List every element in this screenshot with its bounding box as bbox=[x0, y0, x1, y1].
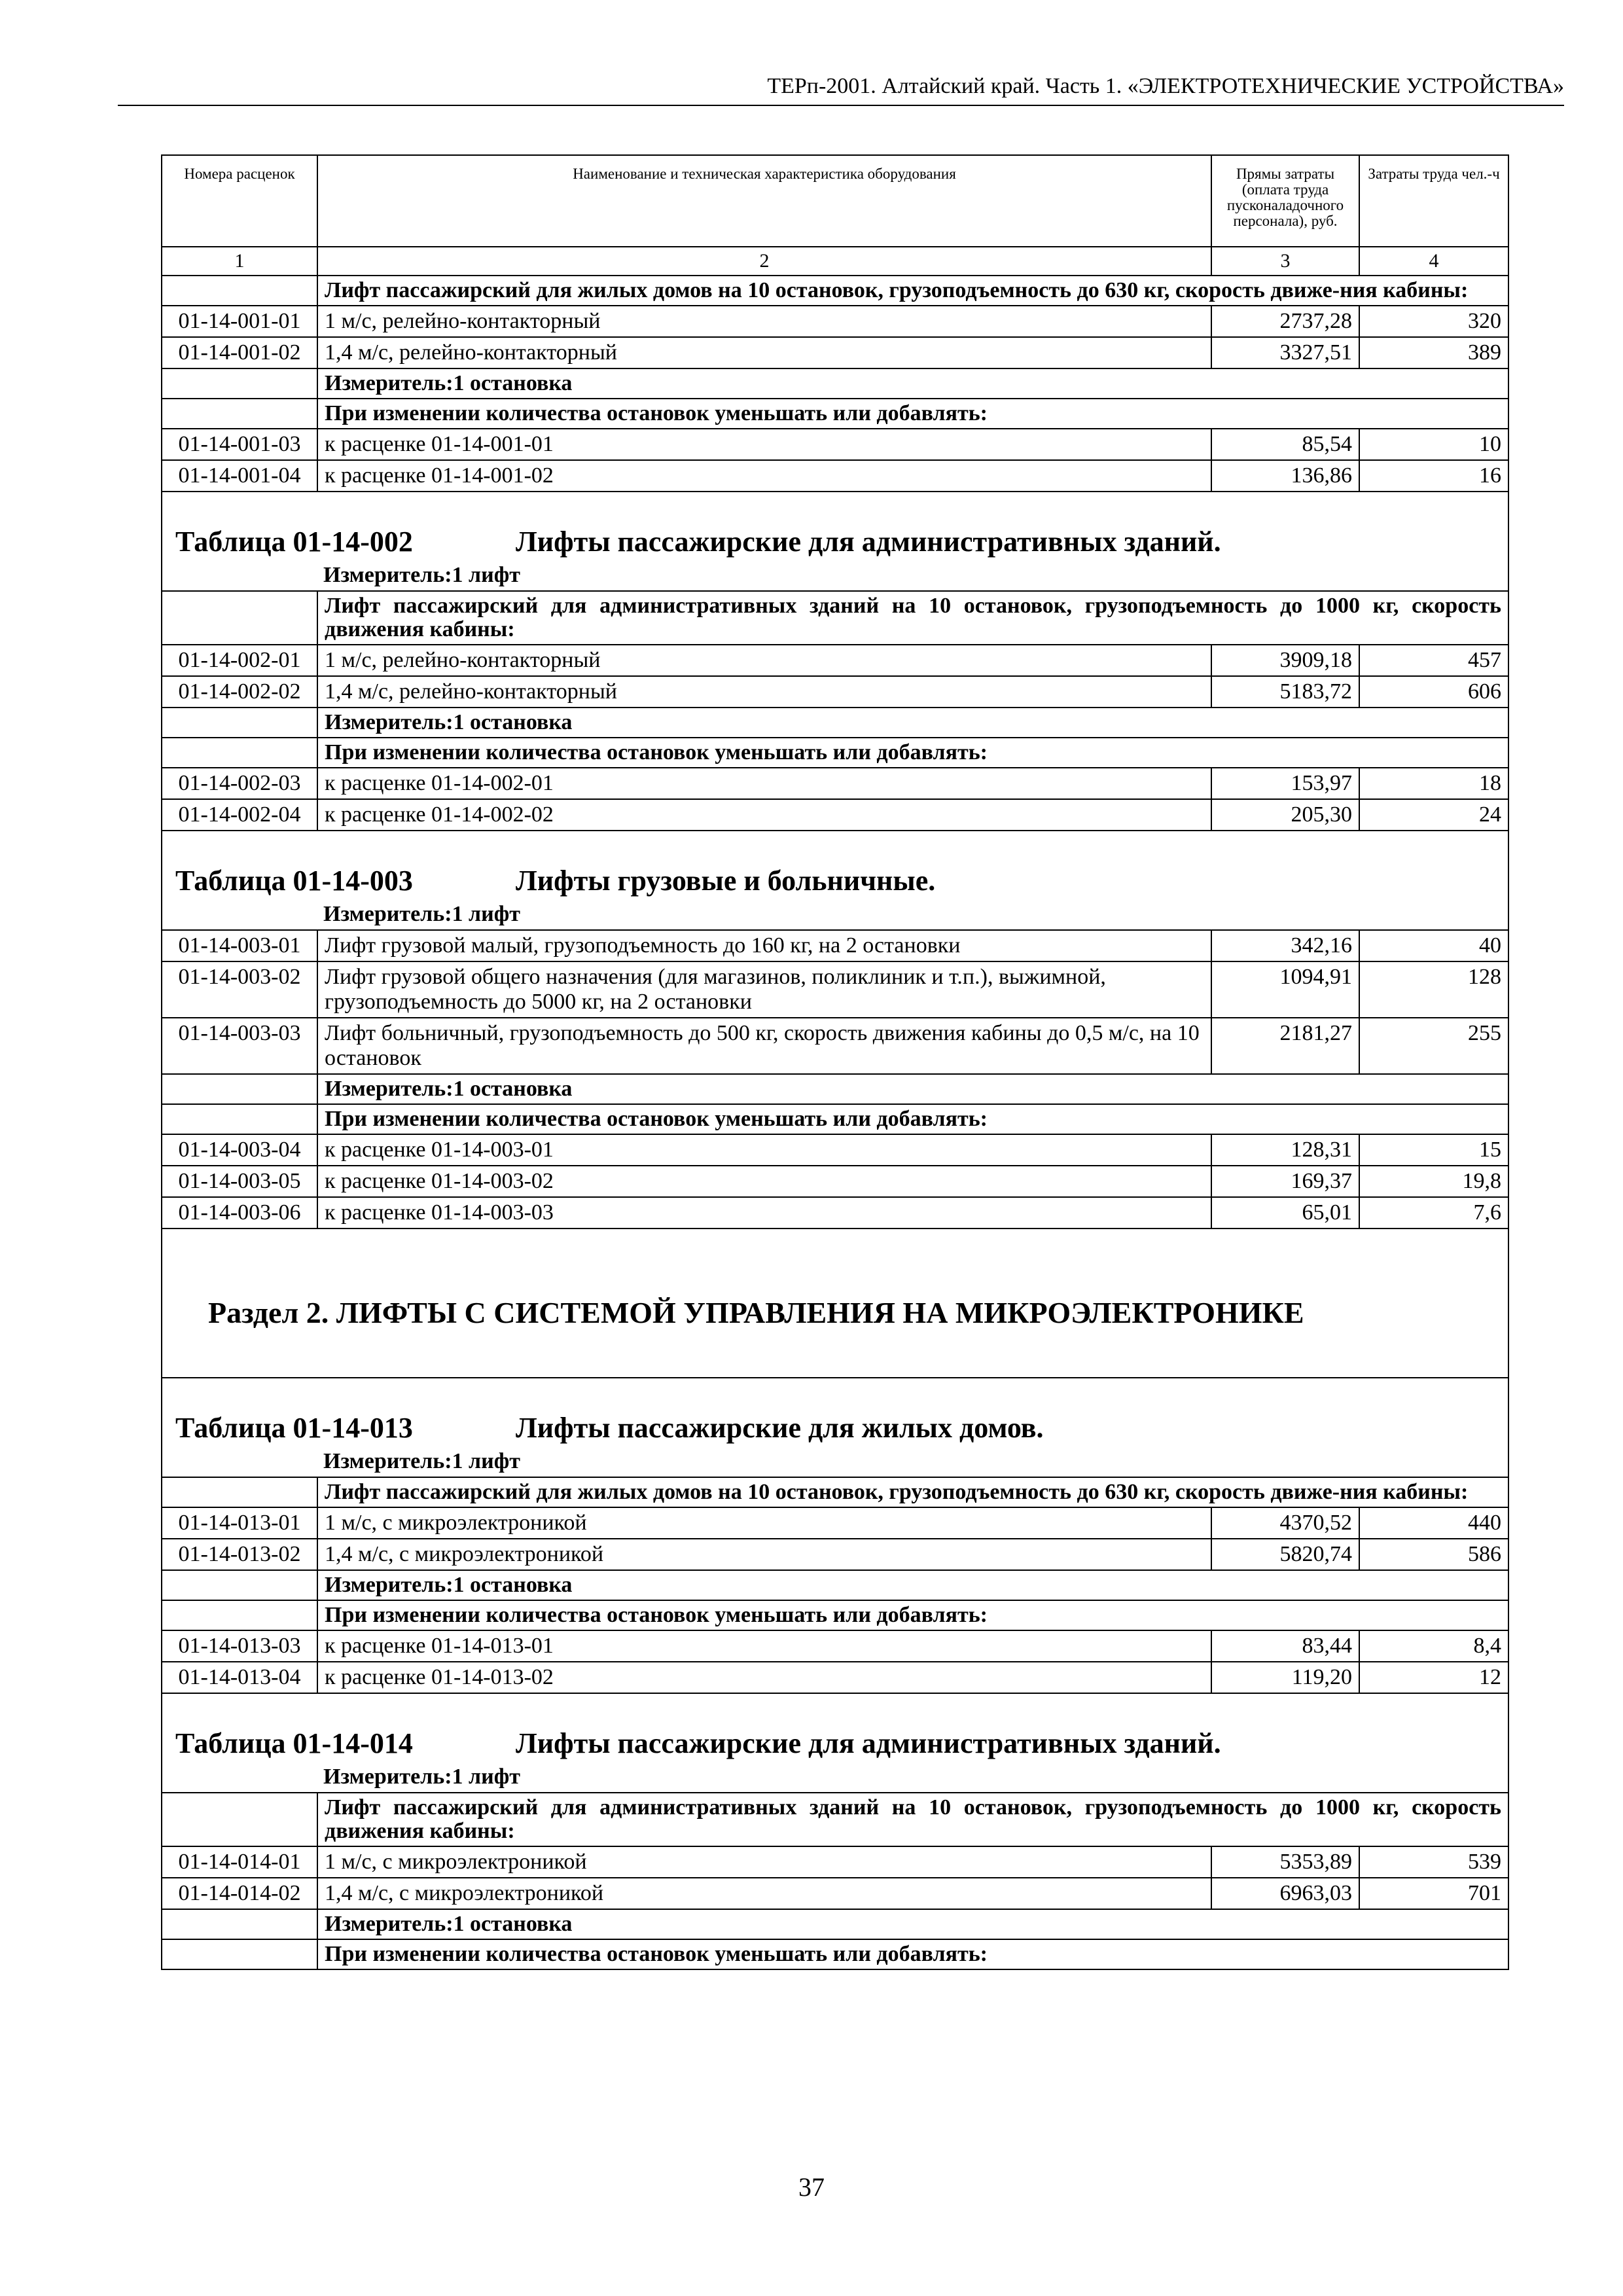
group-heading: Измеритель:1 остановка bbox=[317, 1570, 1508, 1600]
labor-cost: 586 bbox=[1359, 1539, 1508, 1570]
table-row bbox=[162, 1197, 1508, 1229]
empty-cell bbox=[162, 738, 317, 768]
table-number: Таблица 01-14-003 bbox=[175, 865, 413, 897]
group-heading: Измеритель:1 остановка bbox=[317, 708, 1508, 738]
group-heading: Измеритель:1 остановка bbox=[317, 368, 1508, 399]
direct-cost: 65,01 bbox=[1211, 1197, 1359, 1229]
rate-code: 01-14-013-04 bbox=[162, 1662, 317, 1693]
rate-code: 01-14-003-03 bbox=[162, 1018, 317, 1074]
rate-description: 1 м/с, релейно-контакторный bbox=[317, 645, 1211, 676]
labor-cost: 255 bbox=[1359, 1018, 1508, 1074]
unit-row bbox=[162, 902, 1508, 930]
empty-cell bbox=[162, 1909, 317, 1939]
section-title-row bbox=[162, 1229, 1508, 1338]
direct-cost: 342,16 bbox=[1211, 930, 1359, 961]
empty-cell bbox=[162, 1570, 317, 1600]
empty-cell bbox=[162, 399, 317, 429]
rate-description: 1,4 м/с, релейно-контакторный bbox=[317, 676, 1211, 708]
labor-cost: 8,4 bbox=[1359, 1630, 1508, 1662]
rate-description: 1 м/с, с микроэлектроникой bbox=[317, 1507, 1211, 1539]
empty-cell bbox=[162, 1793, 317, 1846]
labor-cost: 701 bbox=[1359, 1878, 1508, 1909]
direct-cost: 169,37 bbox=[1211, 1166, 1359, 1197]
direct-cost: 128,31 bbox=[1211, 1134, 1359, 1166]
table-row bbox=[162, 1539, 1508, 1570]
labor-cost: 606 bbox=[1359, 676, 1508, 708]
group-heading-row bbox=[162, 1939, 1508, 1969]
table-number: Таблица 01-14-002 bbox=[175, 526, 413, 558]
labor-cost: 18 bbox=[1359, 768, 1508, 799]
column-header-description: Наименование и техническая характеристика оборудования bbox=[317, 155, 1211, 247]
table-row bbox=[162, 429, 1508, 460]
table-row bbox=[162, 1018, 1508, 1074]
rate-description: к расценке 01-14-002-01 bbox=[317, 768, 1211, 799]
table-title-row bbox=[162, 492, 1508, 563]
labor-cost: 389 bbox=[1359, 337, 1508, 368]
labor-cost: 457 bbox=[1359, 645, 1508, 676]
rate-code: 01-14-002-01 bbox=[162, 645, 317, 676]
labor-cost: 12 bbox=[1359, 1662, 1508, 1693]
rate-code: 01-14-001-01 bbox=[162, 306, 317, 337]
rate-code: 01-14-014-01 bbox=[162, 1846, 317, 1878]
direct-cost: 85,54 bbox=[1211, 429, 1359, 460]
rate-code: 01-14-003-02 bbox=[162, 961, 317, 1018]
direct-cost: 3909,18 bbox=[1211, 645, 1359, 676]
table-name: Лифты пассажирские для жилых домов. bbox=[516, 1412, 1044, 1444]
rate-description: 1,4 м/с, с микроэлектроникой bbox=[317, 1878, 1211, 1909]
labor-cost: 440 bbox=[1359, 1507, 1508, 1539]
group-heading: При изменении количества остановок уменьшать или добавлять: bbox=[317, 1104, 1508, 1134]
table-row bbox=[162, 1846, 1508, 1878]
rate-description: 1,4 м/с, с микроэлектроникой bbox=[317, 1539, 1211, 1570]
unit-label: Измеритель:1 лифт bbox=[162, 1449, 1508, 1477]
unit-row bbox=[162, 1765, 1508, 1793]
empty-cell bbox=[162, 276, 317, 306]
table-body bbox=[162, 276, 1508, 1969]
labor-cost: 15 bbox=[1359, 1134, 1508, 1166]
column-number: 4 bbox=[1359, 247, 1508, 276]
table-title-row bbox=[162, 1693, 1508, 1765]
page-number: 37 bbox=[798, 2172, 825, 2202]
group-heading-row bbox=[162, 708, 1508, 738]
group-heading: Лифт пассажирский для административных зданий на 10 остановок, грузоподъемность до 1000 кг, скорость движения кабины: bbox=[317, 591, 1508, 645]
table-number: Таблица 01-14-013 bbox=[175, 1412, 413, 1444]
group-heading-row bbox=[162, 276, 1508, 306]
direct-cost: 136,86 bbox=[1211, 460, 1359, 492]
unit-label: Измеритель:1 лифт bbox=[162, 563, 1508, 591]
group-heading: Измеритель:1 остановка bbox=[317, 1909, 1508, 1939]
direct-cost: 3327,51 bbox=[1211, 337, 1359, 368]
empty-cell bbox=[162, 1104, 317, 1134]
table-row bbox=[162, 676, 1508, 708]
section-title: Раздел 2. ЛИФТЫ С СИСТЕМОЙ УПРАВЛЕНИЯ НА МИКРОЭЛЕКТРОНИКЕ bbox=[162, 1229, 1508, 1338]
rate-description: Лифт больничный, грузоподъемность до 500 кг, скорость движения кабины до 0,5 м/с, на 10 остановок bbox=[317, 1018, 1211, 1074]
direct-cost: 119,20 bbox=[1211, 1662, 1359, 1693]
rate-description: 1,4 м/с, релейно-контакторный bbox=[317, 337, 1211, 368]
rate-description: 1 м/с, с микроэлектроникой bbox=[317, 1846, 1211, 1878]
rate-code: 01-14-001-02 bbox=[162, 337, 317, 368]
spacer-cell bbox=[162, 1338, 1508, 1378]
direct-cost: 5820,74 bbox=[1211, 1539, 1359, 1570]
table-row bbox=[162, 1878, 1508, 1909]
table-row bbox=[162, 337, 1508, 368]
table-title bbox=[162, 1378, 1508, 1449]
unit-label: Измеритель:1 лифт bbox=[162, 902, 1508, 930]
table-row bbox=[162, 930, 1508, 961]
table-title-row bbox=[162, 831, 1508, 902]
rate-code: 01-14-003-05 bbox=[162, 1166, 317, 1197]
group-heading-row bbox=[162, 1570, 1508, 1600]
labor-cost: 40 bbox=[1359, 930, 1508, 961]
group-heading: Лифт пассажирский для административных зданий на 10 остановок, грузоподъемность до 1000 кг, скорость движения кабины: bbox=[317, 1793, 1508, 1846]
table-row bbox=[162, 1662, 1508, 1693]
labor-cost: 10 bbox=[1359, 429, 1508, 460]
rate-code: 01-14-003-06 bbox=[162, 1197, 317, 1229]
group-heading-row bbox=[162, 1074, 1508, 1104]
table-title-row bbox=[162, 1378, 1508, 1449]
table-name: Лифты пассажирские для административных зданий. bbox=[516, 526, 1221, 558]
table-row bbox=[162, 1134, 1508, 1166]
rate-code: 01-14-003-01 bbox=[162, 930, 317, 961]
rate-code: 01-14-013-02 bbox=[162, 1539, 317, 1570]
unit-row bbox=[162, 563, 1508, 591]
direct-cost: 2181,27 bbox=[1211, 1018, 1359, 1074]
empty-cell bbox=[162, 708, 317, 738]
table-name: Лифты грузовые и больничные. bbox=[516, 865, 936, 897]
group-heading: Лифт пассажирский для жилых домов на 10 остановок, грузоподъемность до 630 кг, скорость движе-ния кабины: bbox=[317, 1477, 1508, 1507]
group-heading-row bbox=[162, 1600, 1508, 1630]
direct-cost: 5183,72 bbox=[1211, 676, 1359, 708]
table-row bbox=[162, 306, 1508, 337]
direct-cost: 4370,52 bbox=[1211, 1507, 1359, 1539]
table-title bbox=[162, 1693, 1508, 1765]
group-heading-row bbox=[162, 1477, 1508, 1507]
rate-description: к расценке 01-14-013-02 bbox=[317, 1662, 1211, 1693]
rate-code: 01-14-013-03 bbox=[162, 1630, 317, 1662]
labor-cost: 16 bbox=[1359, 460, 1508, 492]
rate-description: к расценке 01-14-003-01 bbox=[317, 1134, 1211, 1166]
column-header-direct-costs: Прямы затраты (оплата труда пусконаладочного персонала), руб. bbox=[1211, 155, 1359, 247]
labor-cost: 7,6 bbox=[1359, 1197, 1508, 1229]
labor-cost: 128 bbox=[1359, 961, 1508, 1018]
group-heading: При изменении количества остановок уменьшать или добавлять: bbox=[317, 1939, 1508, 1969]
group-heading-row bbox=[162, 1793, 1508, 1846]
table-row bbox=[162, 768, 1508, 799]
table-title bbox=[162, 831, 1508, 902]
unit-row bbox=[162, 1449, 1508, 1477]
rate-code: 01-14-003-04 bbox=[162, 1134, 317, 1166]
group-heading: Измеритель:1 остановка bbox=[317, 1074, 1508, 1104]
column-number: 3 bbox=[1211, 247, 1359, 276]
rate-description: к расценке 01-14-003-03 bbox=[317, 1197, 1211, 1229]
rate-description: Лифт грузовой общего назначения (для магазинов, поликлиник и т.п.), выжимной, грузоподъемность до 5000 кг, на 2 остановки bbox=[317, 961, 1211, 1018]
group-heading: Лифт пассажирский для жилых домов на 10 остановок, грузоподъемность до 630 кг, скорость движе-ния кабины: bbox=[317, 276, 1508, 306]
rate-description: к расценке 01-14-001-02 bbox=[317, 460, 1211, 492]
table-row bbox=[162, 460, 1508, 492]
table-row bbox=[162, 1630, 1508, 1662]
rate-code: 01-14-001-04 bbox=[162, 460, 317, 492]
direct-cost: 6963,03 bbox=[1211, 1878, 1359, 1909]
direct-cost: 205,30 bbox=[1211, 799, 1359, 831]
labor-cost: 320 bbox=[1359, 306, 1508, 337]
rate-description: к расценке 01-14-002-02 bbox=[317, 799, 1211, 831]
section-spacer bbox=[162, 1338, 1508, 1378]
direct-cost: 5353,89 bbox=[1211, 1846, 1359, 1878]
rate-code: 01-14-002-02 bbox=[162, 676, 317, 708]
rate-code: 01-14-002-03 bbox=[162, 768, 317, 799]
direct-cost: 1094,91 bbox=[1211, 961, 1359, 1018]
table-number: Таблица 01-14-014 bbox=[175, 1727, 413, 1759]
labor-cost: 24 bbox=[1359, 799, 1508, 831]
rates-table bbox=[161, 154, 1509, 1970]
rate-code: 01-14-002-04 bbox=[162, 799, 317, 831]
labor-cost: 539 bbox=[1359, 1846, 1508, 1878]
empty-cell bbox=[162, 368, 317, 399]
table-row bbox=[162, 961, 1508, 1018]
group-heading-row bbox=[162, 1909, 1508, 1939]
group-heading-row bbox=[162, 399, 1508, 429]
column-header-row bbox=[162, 155, 1508, 247]
rate-description: к расценке 01-14-013-01 bbox=[317, 1630, 1211, 1662]
running-header: ТЕРп-2001. Алтайский край. Часть 1. «ЭЛЕКТРОТЕХНИЧЕСКИЕ УСТРОЙСТВА» bbox=[118, 72, 1564, 106]
empty-cell bbox=[162, 1600, 317, 1630]
column-number-row bbox=[162, 247, 1508, 276]
rate-description: к расценке 01-14-003-02 bbox=[317, 1166, 1211, 1197]
group-heading: При изменении количества остановок уменьшать или добавлять: bbox=[317, 399, 1508, 429]
table-row bbox=[162, 799, 1508, 831]
table-row bbox=[162, 1507, 1508, 1539]
empty-cell bbox=[162, 1477, 317, 1507]
direct-cost: 2737,28 bbox=[1211, 306, 1359, 337]
unit-label: Измеритель:1 лифт bbox=[162, 1765, 1508, 1793]
rate-code: 01-14-013-01 bbox=[162, 1507, 317, 1539]
group-heading: При изменении количества остановок уменьшать или добавлять: bbox=[317, 1600, 1508, 1630]
empty-cell bbox=[162, 1074, 317, 1104]
direct-cost: 83,44 bbox=[1211, 1630, 1359, 1662]
table-name: Лифты пассажирские для административных зданий. bbox=[516, 1727, 1221, 1759]
direct-cost: 153,97 bbox=[1211, 768, 1359, 799]
group-heading-row bbox=[162, 1104, 1508, 1134]
labor-cost: 19,8 bbox=[1359, 1166, 1508, 1197]
rate-code: 01-14-014-02 bbox=[162, 1878, 317, 1909]
column-header-codes: Номера расценок bbox=[162, 155, 317, 247]
rate-description: 1 м/с, релейно-контакторный bbox=[317, 306, 1211, 337]
group-heading-row bbox=[162, 591, 1508, 645]
column-header-labor: Затраты труда чел.-ч bbox=[1359, 155, 1508, 247]
table-row bbox=[162, 1166, 1508, 1197]
empty-cell bbox=[162, 1939, 317, 1969]
group-heading-row bbox=[162, 368, 1508, 399]
column-number: 1 bbox=[162, 247, 317, 276]
empty-cell bbox=[162, 591, 317, 645]
group-heading: При изменении количества остановок уменьшать или добавлять: bbox=[317, 738, 1508, 768]
rate-description: к расценке 01-14-001-01 bbox=[317, 429, 1211, 460]
group-heading-row bbox=[162, 738, 1508, 768]
table-row bbox=[162, 645, 1508, 676]
rate-description: Лифт грузовой малый, грузоподъемность до 160 кг, на 2 остановки bbox=[317, 930, 1211, 961]
rate-code: 01-14-001-03 bbox=[162, 429, 317, 460]
column-number: 2 bbox=[317, 247, 1211, 276]
table-title bbox=[162, 492, 1508, 563]
